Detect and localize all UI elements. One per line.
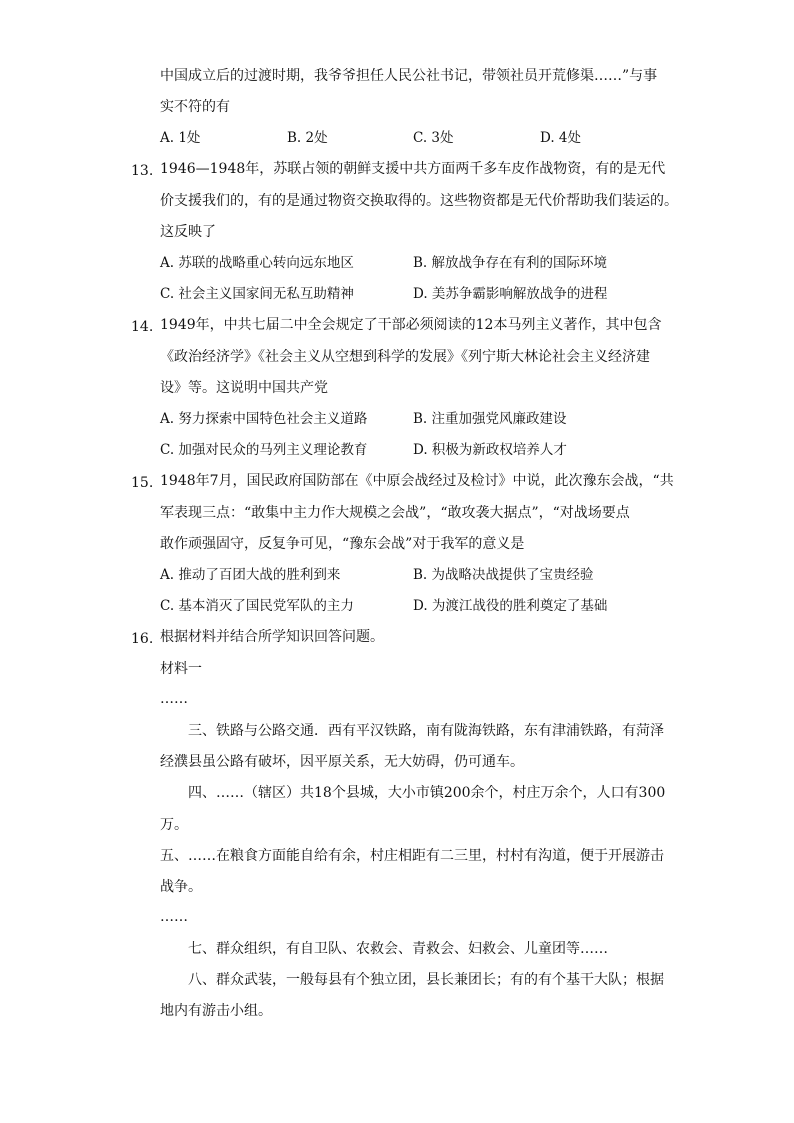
q14-number: 14. — [131, 319, 154, 335]
q16-para-8-line-2: 地内有游击小组。 — [160, 1003, 272, 1019]
q14-option-c: C. 加强对民众的马列主义理论教育 — [160, 442, 368, 458]
q16-para-3-line-1: 三、铁路与公路交通．西有平汉铁路，南有陇海铁路，东有津浦铁路，有菏泽 — [188, 723, 664, 739]
q14-option-b: B. 注重加强党风廉政建设 — [413, 411, 567, 427]
q16-ellipsis-1: …… — [160, 691, 188, 707]
q15-number: 15. — [131, 475, 154, 491]
q16-para-4-line-1: 四、……（辖区）共18个县城，大小市镇200余个，村庄万余个，人口有300 — [188, 785, 666, 801]
q13-option-d: D. 美苏争霸影响解放战争的进程 — [413, 286, 608, 302]
q16-para-3-line-2: 经濮县虽公路有破坏，因平原关系，无大妨碍，仍可通车。 — [160, 754, 524, 770]
q12-line-1: 中国成立后的过渡时期，我爷爷担任人民公社书记，带领社员开荒修渠……”与事 — [160, 68, 658, 84]
q15-option-c: C. 基本消灭了国民党军队的主力 — [160, 598, 354, 614]
q15-option-a: A. 推动了百团大战的胜利到来 — [160, 567, 341, 583]
q15-line-1: 1948年7月，国民政府国防部在《中原会战经过及检讨》中说，此次豫东会战，“共 — [160, 473, 674, 489]
q14-line-2: 《政治经济学》《社会主义从空想到科学的发展》《列宁斯大林论社会主义经济建 — [160, 349, 650, 365]
q12-option-a: A. 1处 — [160, 130, 201, 146]
q16-ellipsis-2: …… — [160, 909, 188, 925]
q16-para-5-line-1: 五、……在粮食方面能自给有余，村庄相距有二三里，村村有沟道，便于开展游击 — [160, 848, 664, 864]
q15-line-2: 军表现三点：“敢集中主力作大规模之会战”，“敢攻袭大据点”，“对战场要点 — [160, 505, 630, 521]
q15-option-d: D. 为渡江战役的胜利奠定了基础 — [413, 598, 608, 614]
q16-prompt: 根据材料并结合所学知识回答问题。 — [160, 629, 384, 645]
q12-option-b: B. 2处 — [287, 130, 328, 146]
q16-material-title: 材料一 — [160, 661, 202, 677]
q13-option-c: C. 社会主义国家间无私互助精神 — [160, 286, 354, 302]
q14-line-3: 设》等。这说明中国共产党 — [160, 380, 328, 396]
q13-line-3: 这反映了 — [160, 224, 216, 240]
q16-para-7-line-1: 七、群众组织，有自卫队、农救会、青救会、妇救会、儿童团等…… — [188, 941, 608, 957]
q16-para-8-line-1: 八、群众武装，一般每县有个独立团，县长兼团长；有的有个基干大队；根据 — [188, 972, 664, 988]
q13-line-1: 1946—1948年，苏联占领的朝鲜支援中共方面两千多车皮作战物资，有的是无代 — [160, 161, 666, 177]
q14-line-1: 1949年，中共七届二中全会规定了干部必须阅读的12本马列主义著作，其中包含 — [160, 317, 662, 333]
q14-option-a: A. 努力探索中国特色社会主义道路 — [160, 411, 368, 427]
q14-option-d: D. 积极为新政权培养人才 — [413, 442, 567, 458]
q12-option-c: C. 3处 — [413, 130, 454, 146]
q13-option-a: A. 苏联的战略重心转向远东地区 — [160, 255, 354, 271]
q16-number: 16. — [131, 631, 154, 647]
q13-line-2: 价支援我们的，有的是通过物资交换取得的。这些物资都是无代价帮助我们装运的。 — [160, 193, 678, 209]
q12-line-2: 实不符的有 — [160, 99, 230, 115]
q15-option-b: B. 为战略决战提供了宝贵经验 — [413, 567, 594, 583]
q16-para-4-line-2: 万。 — [160, 817, 188, 833]
q12-option-d: D. 4处 — [540, 130, 582, 146]
q13-option-b: B. 解放战争存在有利的国际环境 — [413, 255, 608, 271]
q13-number: 13. — [131, 163, 154, 179]
q15-line-3: 敢作顽强固守，反复争可见，“豫东会战”对于我军的意义是 — [160, 536, 525, 552]
q16-para-5-line-2: 战争。 — [160, 879, 202, 895]
